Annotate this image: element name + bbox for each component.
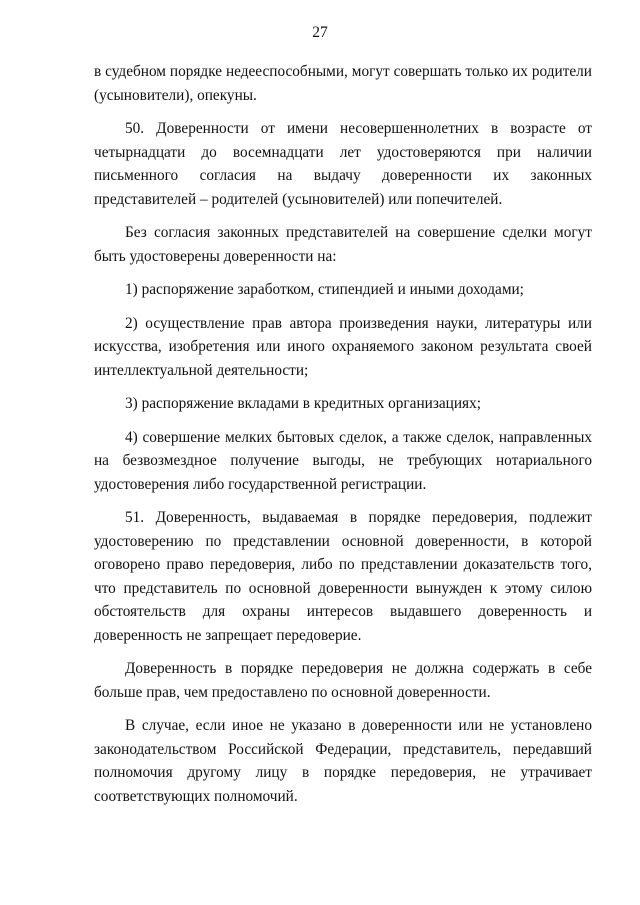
paragraph-without-consent: Без согласия законных представителей на совершение сделки могут быть удостоверены доверенности на:: [94, 224, 592, 265]
paragraph-item-51: 51. Доверенность, выдаваемая в порядке передоверия, подлежит удостоверению по представлении основной доверенности, в которой оговорено право передоверия, либо по представлении доказательств того, что представитель по основной доверенности вынужден к этому силою обстоятельств для охраны интересов выдавшего доверенность и доверенность не запрещает передоверие.: [94, 509, 592, 644]
paragraph-retained-powers: В случае, если иное не указано в доверенности или не установлено законодательством Российской Федерации, представитель, передавший полномочия другому лицу в порядке передоверия, не утрачивает соответствующих полномочий.: [94, 717, 592, 805]
list-item-4: 4) совершение мелких бытовых сделок, а также сделок, направленных на безвозмездное получение выгоды, не требующих нотариального удостоверения либо государственной регистрации.: [94, 428, 592, 493]
list-item-2: 2) осуществление прав автора произведения науки, литературы или искусства, изобретения или иного охраняемого законом результата своей интеллектуальной деятельности;: [94, 314, 592, 379]
document-body: [94, 60, 592, 818]
paragraph-item-50: 50. Доверенности от имени несовершеннолетних в возрасте от четырнадцати до восемнадцати лет удостоверяются при наличии письменного согласия на выдачу доверенности их законных представителей – родителей (усыновителей) или попечителей.: [94, 120, 592, 208]
list-item-1: 1) распоряжение заработком, стипендией и иными доходами;: [125, 281, 524, 298]
paragraph-continuation: в судебном порядке недееспособными, могут совершать только их родители (усыновители), опекуны.: [94, 63, 592, 104]
list-item-3: 3) распоряжение вкладами в кредитных организациях;: [125, 395, 481, 412]
paragraph-subdelegation-limits: Доверенность в порядке передоверия не должна содержать в себе больше прав, чем предоставлено по основной доверенности.: [94, 660, 592, 701]
page-number: 27: [312, 24, 328, 41]
